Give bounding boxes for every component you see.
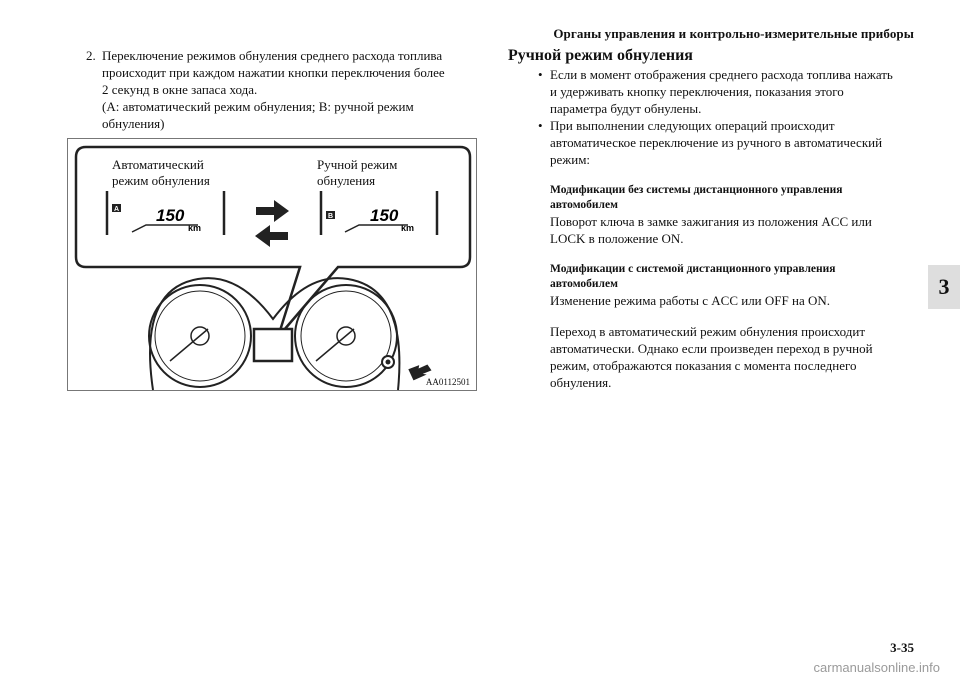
text-with-remote: Изменение режима работы с ACC или OFF на ON. <box>550 293 830 308</box>
manual-reset-section <box>508 47 913 391</box>
running-header: Органы управления и контрольно-измерительные приборы <box>553 26 914 41</box>
section-heading: Ручной режим обнуления <box>508 47 693 64</box>
watermark[interactable]: carmanualsonline.info <box>813 660 940 675</box>
bullet-item: • Если в момент отображения среднего расхода топлива нажать и удерживать кнопку переключения, показания этого параметра будут обнулены. <box>538 67 893 116</box>
figure-code: AA0112501 <box>425 377 470 387</box>
instrument-cluster-figure <box>67 138 477 391</box>
display-b-unit: km <box>401 223 415 233</box>
step-line: 2 секунд в окне запаса хода. <box>102 82 258 97</box>
label-manual-mode: Ручной режим обнуления <box>317 157 398 188</box>
step-line: (A: автоматический режим обнуления; B: ручной режим <box>102 99 414 114</box>
step-line: обнуления) <box>102 116 165 131</box>
chapter-tab[interactable]: 3 <box>928 265 960 309</box>
display-a-value: 150 <box>156 206 185 225</box>
bullet-list <box>508 66 913 168</box>
text-no-remote: Поворот ключа в замке зажигания из положения ACC или LOCK в положение ON. <box>550 214 872 246</box>
bullet-mark: • <box>538 118 543 133</box>
step-2-text <box>86 47 486 132</box>
step-line: Переключение режимов обнуления среднего расхода топлива <box>102 48 443 63</box>
badge-b-letter: B <box>327 213 334 220</box>
bullet-item: • При выполнении следующих операций происходит автоматическое переключение из ручного в автоматический режим: <box>538 118 883 167</box>
display-a-unit: km <box>188 223 202 233</box>
step-number: 2. <box>86 48 96 63</box>
display-b-value: 150 <box>370 206 399 225</box>
page-number: 3-35 <box>890 640 914 655</box>
subheading-no-remote: Модификации без системы дистанционного управления автомобилем <box>550 184 843 211</box>
badge-a-letter: A <box>113 206 120 213</box>
auto-switch-paragraph: Переход в автоматический режим обнуления происходит автоматически. Однако если произведен переход в ручной режим, отображаются показания с момента последнего обнуления. <box>550 324 873 390</box>
step-line: происходит при каждом нажатии кнопки переключения более <box>102 65 445 80</box>
bullet-mark: • <box>538 67 543 82</box>
label-auto-mode: Автоматический режим обнуления <box>112 157 210 188</box>
info-display <box>254 329 292 361</box>
subheading-with-remote: Модификации с системой дистанционного управления автомобилем <box>550 263 836 290</box>
